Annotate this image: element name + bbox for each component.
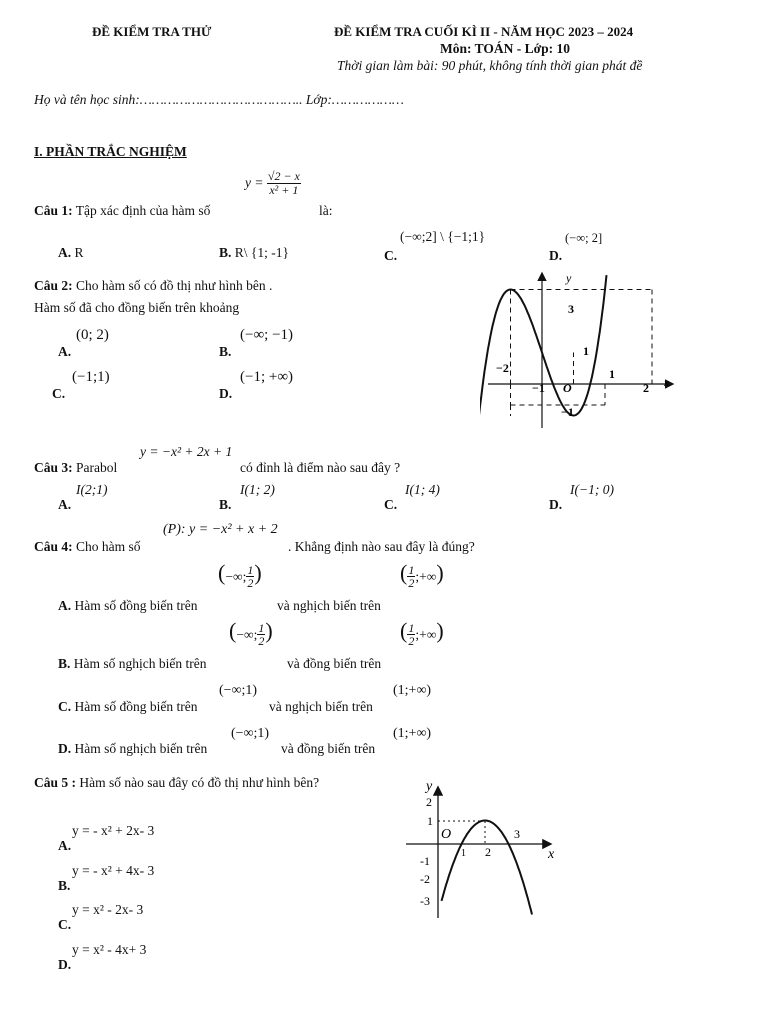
q3-option-a-letter[interactable]: A. [58, 497, 72, 512]
q2-option-a-letter[interactable]: A. [58, 344, 72, 359]
question-2-text: Cho hàm số có đồ thị như hình bên . [76, 278, 273, 293]
time-line: Thời gian làm bài: 90 phút, không tính thời gian phát đề [337, 58, 643, 73]
question-1 [34, 203, 210, 219]
q2-option-c-letter[interactable]: C. [52, 386, 66, 401]
option-letter: D. [549, 248, 563, 263]
q5-option-a-letter[interactable]: A. [58, 838, 72, 853]
option-text: Hàm số nghịch biến trên [73, 656, 207, 671]
option-text: Hàm số nghịch biến trên [74, 741, 208, 756]
q4-option-a[interactable] [58, 598, 197, 614]
origin-label: O [441, 827, 452, 842]
q3-option-c-letter[interactable]: C. [384, 497, 398, 512]
question-2 [34, 278, 272, 294]
section-title: I. PHẦN TRẮC NGHIỆM [34, 144, 187, 159]
q1-option-d-value: (−∞; 2] [565, 231, 603, 245]
question-1-label: Câu 1: [34, 203, 73, 218]
option-letter: C. [58, 699, 72, 714]
q4a-interval-2: ( $\frac{1}{2}$ ;+∞) [400, 560, 444, 591]
student-info-line: Họ và tên học sinh:………………………………….. Lớp:……………… [34, 92, 404, 107]
question-2-graph [480, 268, 680, 432]
q5-option-d-value: y = x² - 4x+ 3 [72, 942, 147, 957]
q4d-interval-1: (−∞;1) [231, 726, 270, 741]
option-text: Hàm số đồng biến trên [74, 598, 198, 613]
option-value: R\ {1; -1} [234, 245, 289, 260]
guide-lines [511, 290, 653, 417]
question-4-label: Câu 4: [34, 539, 73, 554]
q5-option-b-letter[interactable]: B. [58, 878, 71, 893]
q5-option-b-value: y = - x² + 4x- 3 [72, 863, 155, 878]
frac-den: 2 [258, 634, 265, 649]
tick-label-1-x: 1 [609, 367, 615, 381]
option-letter: B. [219, 245, 232, 260]
formula-numerator: √2 − x [267, 169, 300, 183]
q4c-mid-text: và nghịch biến trên [269, 699, 373, 714]
option-letter: C. [384, 248, 398, 263]
question-3-text-a: Parabol [76, 460, 118, 475]
question-1-text: Tập xác định của hàm số [75, 203, 211, 218]
q5-option-c-value: y = x² - 2x- 3 [72, 902, 144, 917]
q3-option-c-value: I(1; 4) [405, 482, 440, 497]
q1-option-a[interactable] [58, 245, 84, 261]
q4c-interval-1: (−∞;1) [219, 683, 258, 698]
option-text: Hàm số đồng biến trên [74, 699, 198, 714]
question-1-tail: là: [319, 203, 333, 218]
option-letter: D. [58, 741, 72, 756]
q2-option-b-letter[interactable]: B. [219, 344, 232, 359]
option-letter: A. [58, 598, 72, 613]
question-4-text-b: . Khẳng định nào sau đây là đúng? [288, 539, 475, 554]
tick-label-neg1-y: −1 [561, 405, 574, 419]
q4-option-b[interactable] [58, 656, 207, 672]
tick-label-1: 1 [427, 814, 433, 828]
tick-label-3: 3 [568, 302, 574, 316]
question-3-label: Câu 3: [34, 460, 73, 475]
exam-main-title: ĐỀ KIỂM TRA CUỐI KÌ II - NĂM HỌC 2023 – 2024 [334, 24, 634, 39]
tick-label-x1: 1 [461, 848, 466, 859]
origin-label: O [563, 381, 572, 395]
q4a-interval-1: (−∞; $\frac{1}{2}$ ) [218, 560, 262, 591]
interval-part: −∞; [225, 568, 247, 584]
interval-part: −∞; [236, 626, 258, 642]
q2-option-b-value: (−∞; −1) [240, 327, 294, 343]
frac-num: 1 [408, 620, 415, 635]
exam-type-title: ĐỀ KIỂM TRA THỬ [92, 24, 212, 39]
q3-option-d-value: I(−1; 0) [570, 482, 614, 497]
q1-option-c-value: (−∞;2] \ {−1;1} [400, 229, 486, 244]
q1-option-c-letter[interactable] [384, 248, 397, 264]
frac-den: 2 [247, 576, 254, 591]
frac-num: 1 [408, 562, 415, 577]
tick-label-1: 1 [583, 344, 589, 358]
q3-option-a-value: I(2;1) [76, 482, 108, 497]
q4b-interval-2: ( $\frac{1}{2}$ ;+∞) [400, 618, 444, 649]
q3-option-b-value: I(1; 2) [240, 482, 275, 497]
x-axis-label: x [664, 377, 669, 389]
frac-num: 1 [247, 562, 254, 577]
question-2-label: Câu 2: [34, 278, 73, 293]
question-3-text-b: có đỉnh là điểm nào sau đây ? [240, 460, 401, 475]
q2-option-a-value: (0; 2) [76, 327, 109, 343]
tick-label-2: 2 [426, 795, 432, 809]
q4b-mid-text: và đồng biến trên [287, 656, 382, 671]
question-5-label: Câu 5 : [34, 775, 77, 790]
y-axis-label: y [426, 779, 433, 794]
q4c-interval-2: (1;+∞) [393, 683, 432, 698]
q5-option-c-letter[interactable]: C. [58, 917, 72, 932]
tick-label-neg1: -1 [420, 854, 430, 868]
question-4-text-a: Cho hàm số [76, 539, 141, 554]
tick-label-x2: 2 [485, 845, 491, 859]
question-4-formula: (P): y = −x² + x + 2 [163, 522, 278, 537]
q4a-mid-text: và nghịch biến trên [277, 598, 381, 613]
formula-denominator: x² + 1 [269, 182, 299, 197]
q4d-mid-text: và đồng biến trên [281, 741, 376, 756]
question-1-formula [245, 170, 301, 196]
interval-part: ;+∞ [415, 626, 437, 642]
q5-option-d-letter[interactable]: D. [58, 957, 72, 972]
q3-option-b-letter[interactable]: B. [219, 497, 232, 512]
interval-part: ;+∞ [415, 568, 437, 584]
question-5-graph [400, 776, 570, 926]
q1-option-d-letter[interactable] [549, 248, 562, 264]
frac-num: 1 [258, 620, 265, 635]
tick-label-neg1-x: −1 [532, 381, 545, 395]
tick-label-neg2: −2 [496, 361, 509, 375]
question-5 [34, 775, 319, 791]
tick-label-neg3: -3 [420, 894, 430, 908]
q2-option-d-value: (−1; +∞) [240, 369, 294, 385]
q4b-interval-1: (−∞; $\frac{1}{2}$ ) [229, 618, 273, 649]
frac-den: 2 [408, 576, 415, 591]
question-2-line2: Hàm số đã cho đồng biến trên khoảng [34, 300, 240, 315]
q2-option-d-letter[interactable]: D. [219, 386, 233, 401]
formula-lhs: y = [245, 175, 264, 191]
y-axis-label: y [566, 271, 572, 285]
q4-option-d[interactable] [58, 741, 207, 757]
option-letter: B. [58, 656, 71, 671]
question-5-text: Hàm số nào sau đây có đồ thị như hình bên? [79, 775, 320, 790]
subject-line: Môn: TOÁN - Lớp: 10 [440, 41, 570, 56]
x-axis-label: x [548, 847, 555, 862]
q4-option-c[interactable] [58, 699, 197, 715]
option-value: R [74, 245, 84, 260]
question-3-formula: y = −x² + 2x + 1 [140, 444, 233, 459]
tick-label-2-x: 2 [643, 381, 649, 395]
option-letter: A. [58, 245, 72, 260]
frac-den: 2 [408, 634, 415, 649]
question-3 [34, 460, 117, 476]
q5-option-a-value: y = - x² + 2x- 3 [72, 823, 155, 838]
q4d-interval-2: (1;+∞) [393, 726, 432, 741]
q1-option-b[interactable] [219, 245, 289, 261]
question-4 [34, 539, 141, 555]
q2-option-c-value: (−1;1) [72, 369, 110, 385]
q3-option-d-letter[interactable]: D. [549, 497, 563, 512]
tick-label-x3: 3 [514, 827, 520, 841]
tick-label-neg2: -2 [420, 872, 430, 886]
